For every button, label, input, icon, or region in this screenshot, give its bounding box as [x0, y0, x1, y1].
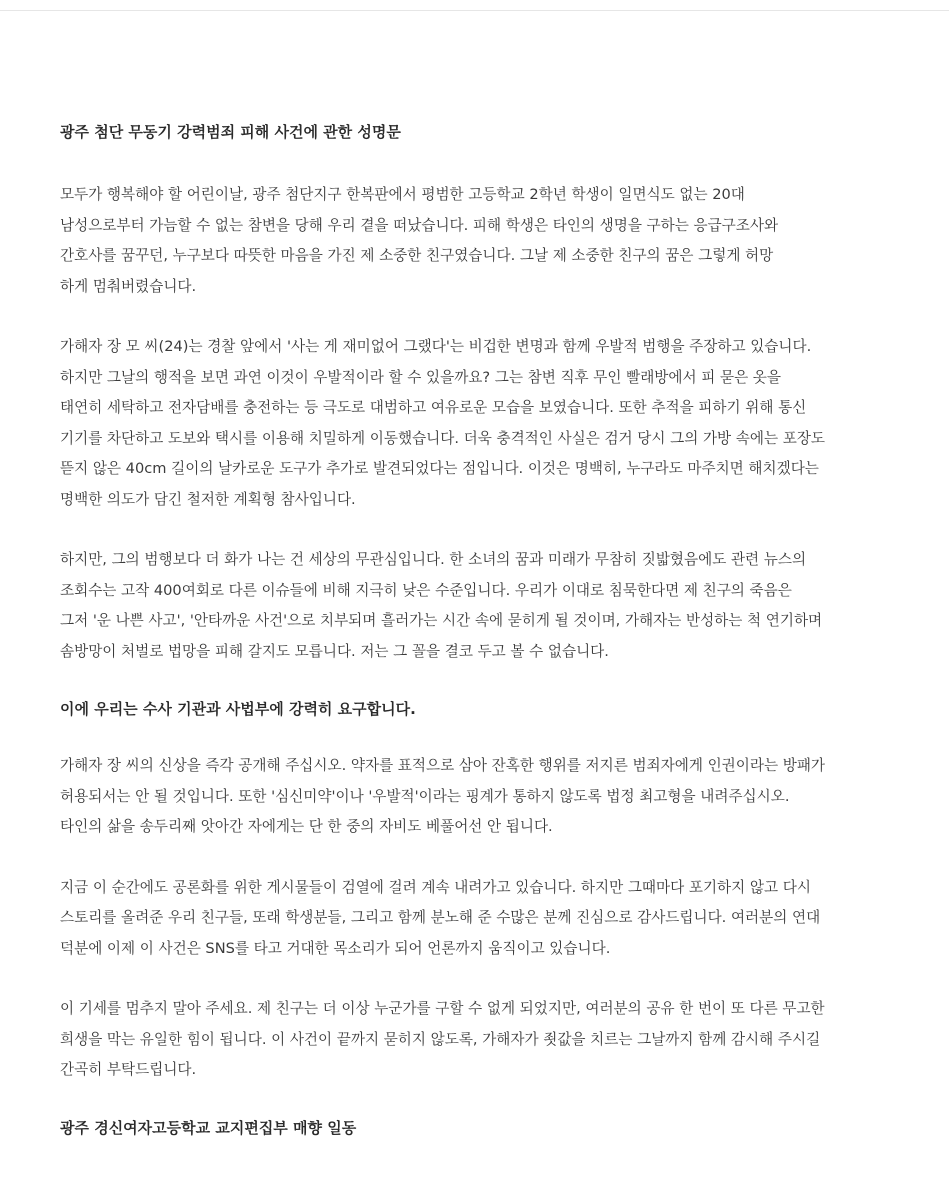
paragraph-line: 간곡히 부탁드립니다. [60, 1061, 197, 1078]
paragraph-line: 뜯지 않은 40cm 길이의 날카로운 도구가 추가로 발견되었다는 점입니다. 이것은 명백히, 누구라도 마주치면 해치겠다는 [60, 460, 819, 477]
paragraph-line: 희생을 막는 유일한 힘이 됩니다. 이 사건이 끝까지 묻히지 않도록, 가해자가 죗값을 치르는 그날까지 함께 감시해 주시길 [60, 1030, 821, 1048]
paragraph-line: 하게 멈춰버렸습니다. [60, 277, 197, 295]
paragraph-5 [60, 873, 900, 965]
paragraph-4 [60, 751, 900, 843]
paragraph-line: 솜방망이 처벌로 법망을 피해 갈지도 모릅니다. 저는 그 꼴을 결코 두고 볼 수 없습니다. [60, 642, 609, 660]
paragraph-2 [60, 332, 900, 515]
paragraph-6 [60, 994, 900, 1086]
paragraph-line: 지금 이 순간에도 공론화를 위한 게시물들이 검열에 걸려 계속 내려가고 있습니다. 하지만 그때마다 포기하지 않고 다시 [60, 878, 811, 896]
paragraph-line: 이 기세를 멈추지 말아 주세요. 제 친구는 더 이상 누군가를 구할 수 없게 되었지만, 여러분의 공유 한 번이 또 다른 무고한 [60, 1000, 825, 1017]
paragraph-line: 태연히 세탁하고 전자담배를 충전하는 등 극도로 대범하고 여유로운 모습을 보였습니다. 또한 추적을 피하기 위해 통신 [60, 399, 807, 416]
paragraph-line: 덕분에 이제 이 사건은 SNS를 타고 거대한 목소리가 되어 언론까지 움직이고 있습니다. [60, 939, 611, 957]
paragraph-line: 스토리를 올려준 우리 친구들, 또래 학생분들, 그리고 함께 분노해 준 수많은 분께 진심으로 감사드립니다. 여러분의 연대 [60, 909, 821, 926]
top-divider [0, 10, 949, 11]
paragraph-line: 타인의 삶을 송두리째 앗아간 자에게는 단 한 중의 자비도 베풀어선 안 됩니다. [60, 818, 553, 835]
document-title: 광주 첨단 무동기 강력범죄 피해 사건에 관한 성명문 [60, 123, 401, 141]
paragraph-line: 모두가 행복해야 할 어린이날, 광주 첨단지구 한복판에서 평범한 고등학교 2학년 학생이 일면식도 없는 20대 [60, 186, 745, 203]
paragraph-line: 가해자 장 씨의 신상을 즉각 공개해 주십시오. 약자를 표적으로 삼아 잔혹한 행위를 저지른 범죄자에게 인권이라는 방패가 [60, 757, 826, 774]
signature: 광주 경신여자고등학교 교지편집부 매향 일동 [60, 1118, 357, 1137]
paragraph-line: 허용되서는 안 될 것입니다. 또한 '심신미약'이나 '우발적'이라는 핑계가 통하지 않도록 법정 최고형을 내려주십시오. [60, 787, 790, 805]
paragraph-line: 명백한 의도가 담긴 철저한 계획형 참사입니다. [60, 490, 356, 508]
paragraph-line: 가해자 장 모 씨(24)는 경찰 앞에서 '사는 게 재미없어 그랬다'는 비겁한 변명과 함께 우발적 범행을 주장하고 있습니다. [60, 338, 812, 355]
paragraph-line: 그저 '운 나쁜 사고', '안타까운 사건'으로 치부되며 흘러가는 시간 속에 묻히게 될 것이며, 가해자는 반성하는 척 연기하며 [60, 612, 823, 629]
paragraph-line: 하지만 그날의 행적을 보면 과연 이것이 우발적이라 할 수 있을까요? 그는 참변 직후 무인 빨래방에서 피 묻은 옷을 [60, 368, 782, 386]
paragraph-line: 하지만, 그의 범행보다 더 화가 나는 건 세상의 무관심입니다. 한 소녀의 꿈과 미래가 무참히 짓밟혔음에도 관련 뉴스의 [60, 551, 807, 568]
paragraph-line: 남성으로부터 가늠할 수 없는 참변을 당해 우리 곁을 떠났습니다. 피해 학생은 타인의 생명을 구하는 응급구조사와 [60, 216, 779, 234]
paragraph-3 [60, 545, 900, 667]
statement-document [60, 118, 900, 1142]
paragraph-line: 기기를 차단하고 도보와 택시를 이용해 치밀하게 이동했습니다. 더욱 충격적인 사실은 검거 당시 그의 가방 속에는 포장도 [60, 429, 826, 447]
demand-heading: 이에 우리는 수사 기관과 사법부에 강력히 요구합니다. [60, 700, 416, 718]
paragraph-line: 조회수는 고작 400여회로 다른 이슈들에 비해 지극히 낮은 수준입니다. 우리가 이대로 침묵한다면 제 친구의 죽음은 [60, 581, 792, 599]
paragraph-1 [60, 180, 900, 302]
paragraph-line: 간호사를 꿈꾸던, 누구보다 따뜻한 마음을 가진 제 소중한 친구였습니다. 그날 제 소중한 친구의 꿈은 그렇게 허망 [60, 247, 774, 264]
